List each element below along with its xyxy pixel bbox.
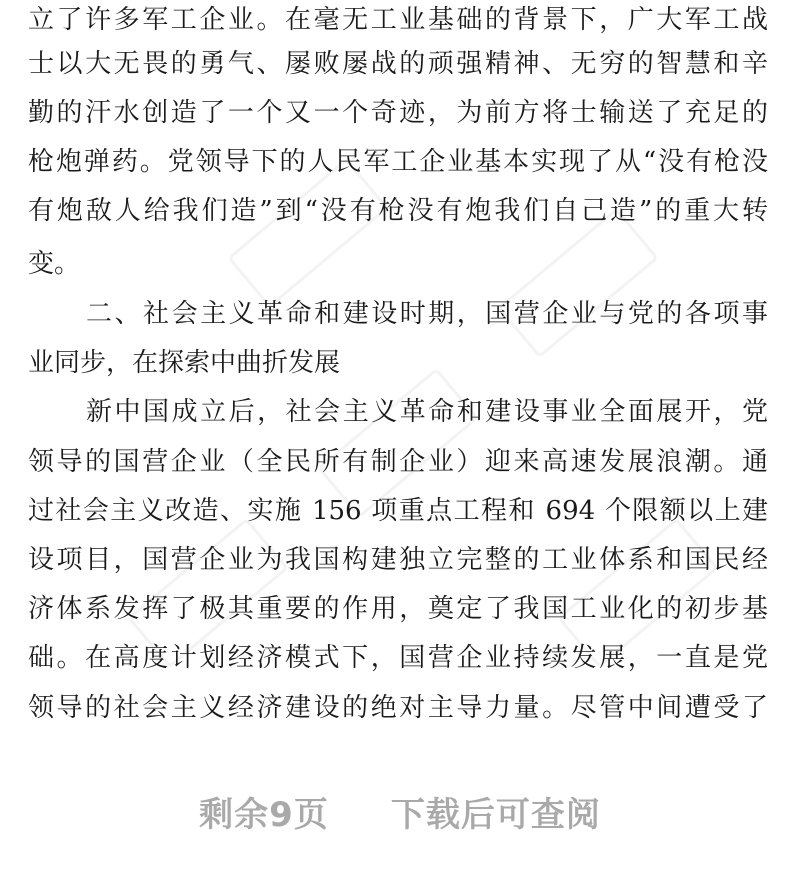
paragraph-line: 础。在高度计划经济模式下，国营企业持续发展，一直是党 (28, 643, 768, 673)
paragraph-line: 领导的国营企业（全民所有制企业）迎来高速发展浪潮。通 (28, 447, 768, 477)
paragraph-line: 新中国成立后，社会主义革命和建设事业全面展开，党 (86, 397, 768, 427)
paragraph-line: 过社会主义改造、实施 156 项重点工程和 694 个限额以上建 (28, 496, 768, 526)
download-notice[interactable] (0, 783, 800, 839)
download-hint-label[interactable]: 下载后可查阅 (390, 794, 601, 835)
remaining-pages-label: 剩余9页 (199, 794, 329, 835)
paragraph-line: 勤的汗水创造了一个又一个奇迹，为前方将士输送了充足的 (28, 98, 768, 128)
paragraph-line: 士以大无畏的勇气、屡败屡战的顽强精神、无穷的智慧和辛 (28, 49, 768, 79)
paragraph-line: 变。 (28, 249, 81, 279)
paragraph-line: 立了许多军工企业。在毫无工业基础的背景下，广大军工战 (28, 5, 768, 35)
paragraph-line: 设项目，国营企业为我国构建独立完整的工业体系和国民经 (28, 545, 768, 575)
paragraph-line: 领导的社会主义经济建设的绝对主导力量。尽管中间遭受了 (28, 693, 768, 723)
section-heading-line: 业同步，在探索中曲折发展 (28, 348, 341, 378)
paragraph-line: 有炮敌人给我们造”到“没有枪没有炮我们自己造”的重大转 (28, 196, 768, 226)
paragraph-line: 枪炮弹药。党领导下的人民军工企业基本实现了从“没有枪没 (28, 147, 768, 177)
paragraph-line: 济体系发挥了极其重要的作用，奠定了我国工业化的初步基 (28, 594, 768, 624)
section-heading-line: 二、社会主义革命和建设时期，国营企业与党的各项事 (86, 299, 768, 329)
